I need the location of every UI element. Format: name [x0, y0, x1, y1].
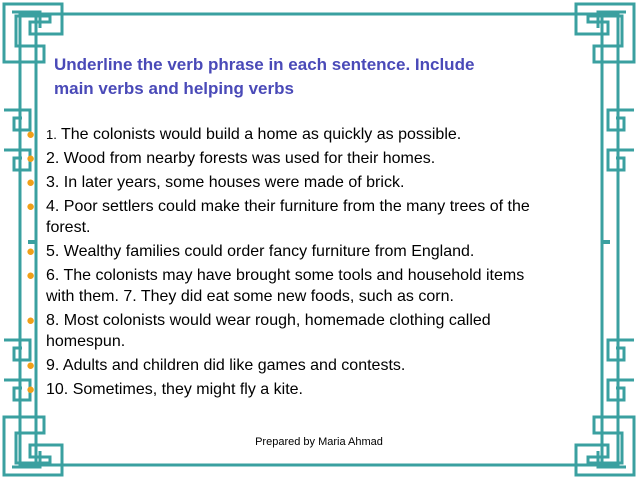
footer-credit: Prepared by Maria Ahmad: [255, 436, 383, 448]
list-item: [22, 379, 597, 400]
bullet-dot-icon: ●: [26, 357, 36, 374]
item-text-line-1: 8. Most colonists would wear rough, homemade clothing called: [46, 312, 491, 329]
item-text-line-2: with them. 7. They did eat some new foods, such as corn.: [46, 288, 454, 305]
item-text: 5. Wealthy families could order fancy furniture from England.: [46, 243, 475, 260]
item-text: The colonists would build a home as quickly as possible.: [56, 126, 462, 143]
bullet-dot-icon: ●: [26, 174, 36, 191]
list-item: [22, 355, 597, 376]
bullet-dot-icon: ●: [26, 312, 36, 329]
page-title: [54, 53, 594, 101]
bullet-dot-icon: ●: [26, 243, 36, 260]
list-item: [22, 148, 597, 169]
title-line-2: main verbs and helping verbs: [54, 79, 294, 98]
list-item: [22, 265, 597, 307]
list-item: [22, 124, 597, 145]
item-text-line-2: forest.: [46, 219, 91, 236]
title-line-1: Underline the verb phrase in each sentence. Include: [54, 55, 475, 74]
list-item: [22, 310, 597, 352]
item-text: 3. In later years, some houses were made of brick.: [46, 174, 405, 191]
bullet-dot-icon: ●: [26, 150, 36, 167]
item-number: 1.: [46, 127, 57, 142]
list-item: [22, 241, 597, 262]
list-item: [22, 196, 597, 238]
bullet-dot-icon: ●: [26, 381, 36, 398]
bullet-dot-icon: ●: [26, 198, 36, 215]
list-item: [22, 172, 597, 193]
bullet-dot-icon: ●: [26, 126, 36, 143]
item-text: 2. Wood from nearby forests was used for their homes.: [46, 150, 436, 167]
bullet-dot-icon: ●: [26, 267, 36, 284]
sentence-list: [22, 124, 597, 403]
item-text-line-1: 4. Poor settlers could make their furniture from the many trees of the: [46, 198, 530, 215]
item-text: 10. Sometimes, they might fly a kite.: [46, 381, 303, 398]
item-text-line-2: homespun.: [46, 333, 126, 350]
item-text-line-1: 6. The colonists may have brought some tools and household items: [46, 267, 525, 284]
item-text: 9. Adults and children did like games and contests.: [46, 357, 406, 374]
